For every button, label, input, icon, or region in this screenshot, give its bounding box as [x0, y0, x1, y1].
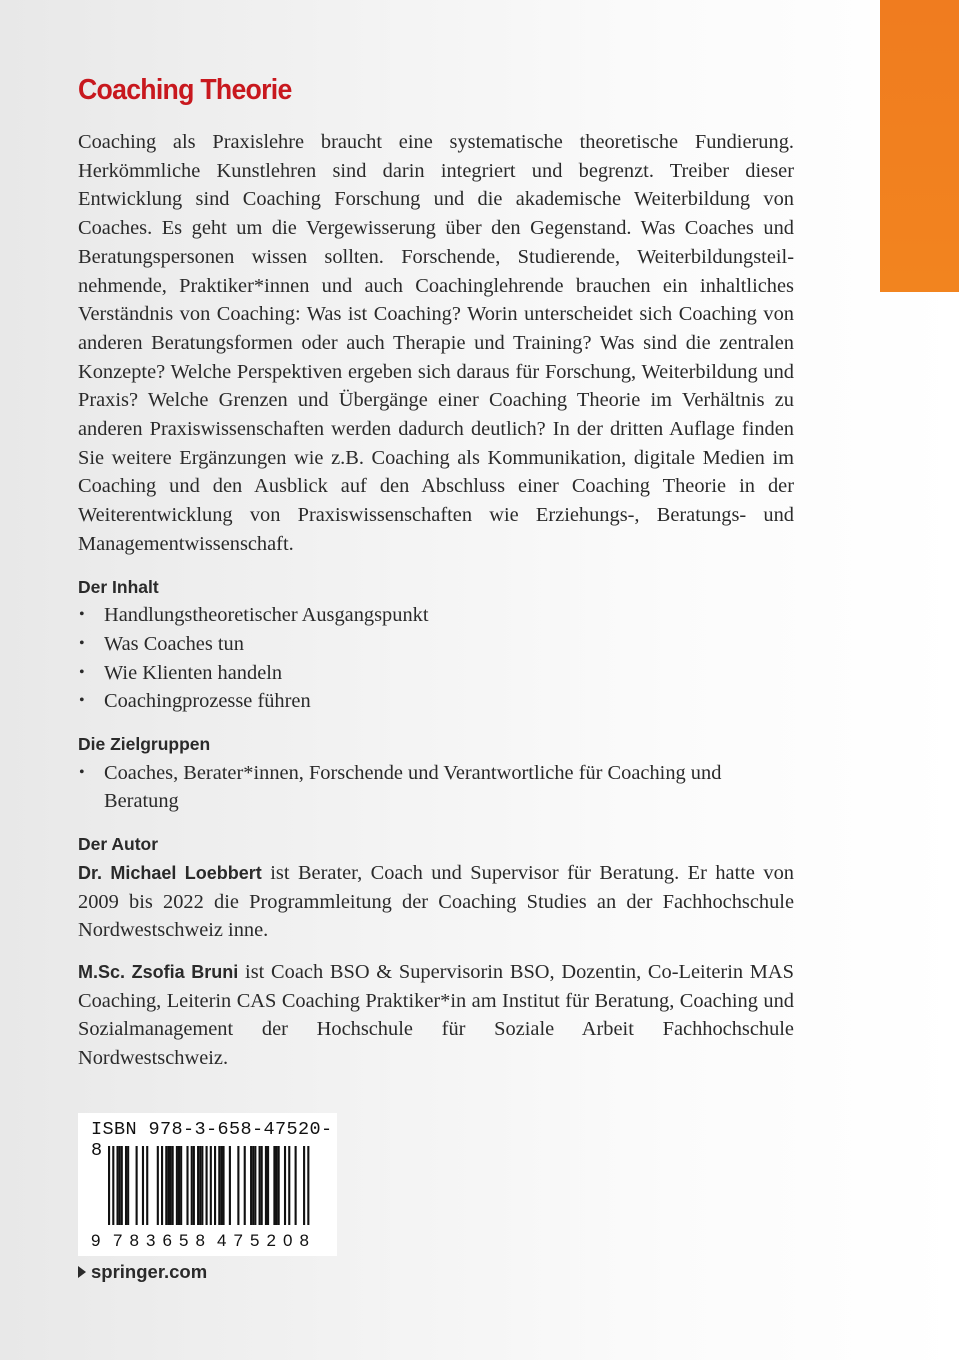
- intro-paragraph: Coaching als Praxislehre braucht eine systematische theoretische Fundierung. Herkömmliche Kunstlehren sind darin integriert und begrenzt. Treiber dieser Entwicklung sind Coaching Forschung und die akademische Weiterbildung von Coaches. Es geht um die Vergewisserung über den Gegenstand. Was Coaches und Beratungspersonen wissen sollten. Forschende, Studierende, Weiterbildungsteilnehmende, Praktiker*innen und auch Coachinglehrende brauchen ein inhaltliches Verständnis von Coaching: Was ist Coaching? Worin unterscheidet sich Coaching von anderen Beratungsformen oder auch Therapie und Training? Was sind die zentralen Konzepte? Welche Perspektiven ergeben sich daraus für Forschung, Weiterbildung und Praxis? Welche Grenzen und Übergänge einer Coaching Theorie im Verhältnis zu anderen Praxiswissenschaften werden dadurch deutlich? In der dritten Auflage finden Sie weitere Ergänzungen wie z.B. Coaching als Kommunikation, digitale Medien im Coaching und den Ausblick auf den Abschluss einer Coaching Theorie in der Weiterentwicklung von Praxiswissenschaften wie Erziehungs-, Beratungs- und Managementwissenschaft.: [78, 131, 794, 555]
- author-section: [78, 830, 794, 1073]
- bullet-icon: •: [79, 692, 85, 710]
- orange-color-tab: [880, 0, 959, 292]
- author-bio-2: M.Sc. Zsofia Bruni ist Coach BSO & Supervisorin BSO, Dozentin, Co-Leiterin MAS Coaching, Leiterin CAS Coaching Praktiker*in am Institut für Beratung, Coaching und Sozialmanagement der Hochschule für Soziale Arbeit Fachhochschule Nordwestschweiz.: [78, 960, 794, 1070]
- springer-link[interactable]: [78, 1261, 207, 1283]
- contents-section: [78, 573, 794, 717]
- list-item: • Wie Klienten handeln: [78, 659, 794, 688]
- bullet-icon: •: [79, 663, 85, 681]
- back-cover-content: [78, 70, 794, 1073]
- author-name-1: Dr. Michael Loebbert: [78, 862, 262, 883]
- arrow-right-icon: [78, 1266, 86, 1278]
- list-item: • Coaches, Berater*innen, Forschende und Verantwortliche für Coaching und Beratung: [78, 759, 794, 816]
- ean-right-group: 475208: [217, 1231, 309, 1250]
- isbn-number: ISBN 978-3-658-47520-8: [91, 1119, 333, 1161]
- contents-heading: Der Inhalt: [78, 576, 159, 597]
- page-title: Coaching Theorie: [78, 74, 292, 106]
- bullet-icon: •: [79, 634, 85, 652]
- list-item: • Was Coaches tun: [78, 630, 794, 659]
- author-name-2: M.Sc. Zsofia Bruni: [78, 961, 239, 982]
- author-heading: Der Autor: [78, 834, 159, 855]
- ean-first-digit: 9: [91, 1231, 101, 1250]
- list-item: • Coachingprozesse führen: [78, 687, 794, 716]
- bullet-icon: •: [79, 606, 85, 624]
- author-bio-1: Dr. Michael Loebbert ist Berater, Coach und Supervisor für Beratung. Er hatte von 2009 bis 2022 die Programmleitung der Coaching Studies an der Fachhochschule Nordwestschweiz inne.: [78, 861, 794, 942]
- list-item: • Handlungstheoretischer Ausgangspunkt: [78, 601, 794, 630]
- audience-list: [78, 759, 794, 816]
- isbn-barcode: [78, 1113, 337, 1256]
- ean-left-group: 783658: [113, 1231, 205, 1250]
- audience-heading: Die Zielgruppen: [78, 734, 211, 755]
- contents-list: [78, 601, 794, 716]
- springer-link-label: springer.com: [91, 1261, 208, 1282]
- audience-section: [78, 730, 794, 816]
- bullet-icon: •: [79, 763, 85, 781]
